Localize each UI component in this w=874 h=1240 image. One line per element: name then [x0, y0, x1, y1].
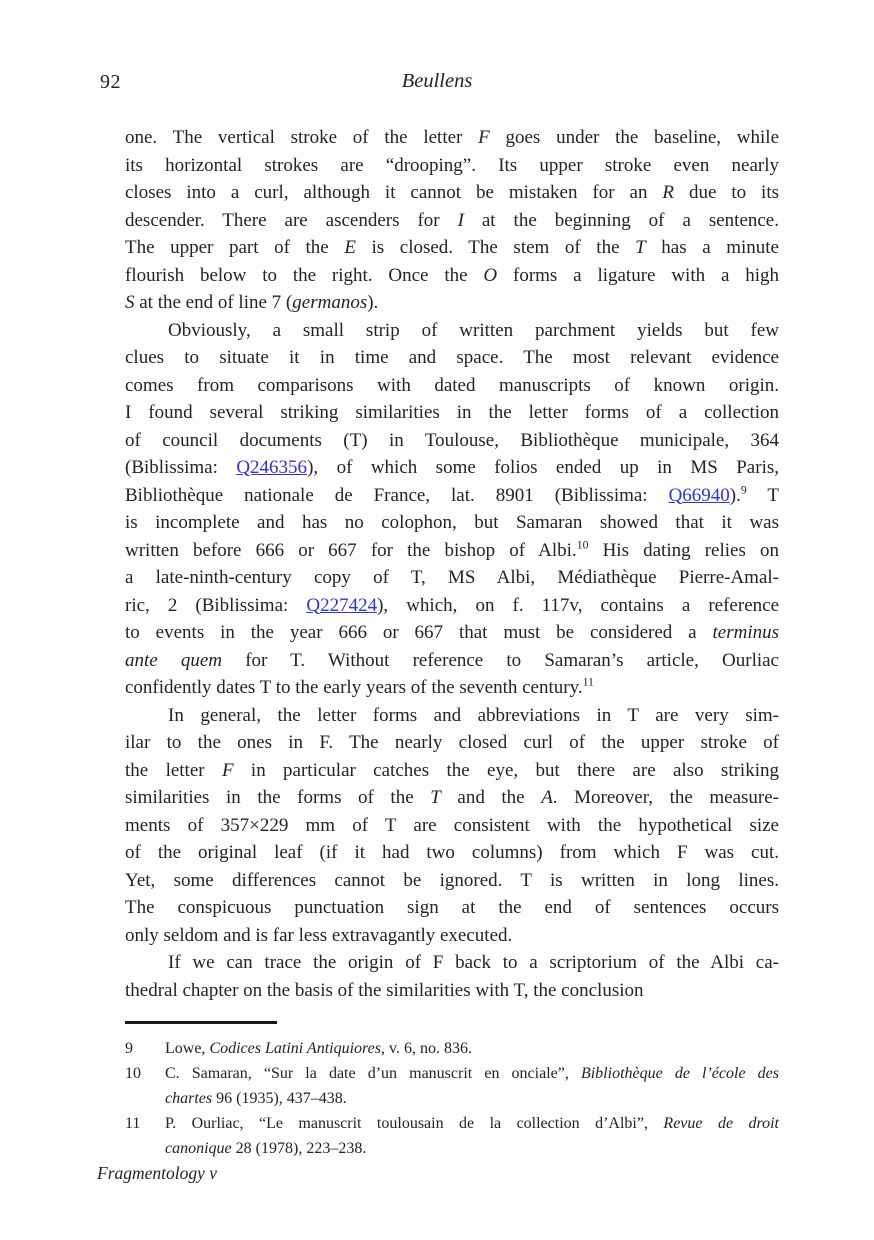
- text-line: [165, 1111, 779, 1136]
- emphasis-run: terminus: [712, 622, 779, 643]
- text-run: due to its: [674, 182, 779, 203]
- text-line: [165, 1086, 779, 1111]
- text-line: [125, 619, 779, 647]
- text-line: [125, 509, 779, 537]
- text-run: to events in the year 666 or 667 that must be considered a: [125, 622, 713, 643]
- text-run: ), which, on f. 117v, contains a reference: [377, 594, 779, 616]
- text-run: ric, 2 (Biblissima:: [125, 594, 307, 616]
- text-run: flourish below to the right. Once the: [125, 264, 484, 286]
- text-line: [125, 262, 779, 290]
- text-run: is closed. The stem of the: [355, 237, 636, 258]
- emphasis-run: O: [483, 264, 498, 286]
- text-run: similarities in the forms of the: [125, 787, 431, 808]
- text-line: [125, 289, 779, 317]
- text-run: Obviously, a small strip of written parchment yields but few: [168, 319, 779, 341]
- text-line: [125, 482, 779, 510]
- emphasis-run: Bibliothèque de l’école des: [580, 1065, 779, 1082]
- text-line: [125, 977, 779, 1005]
- emphasis-run: R: [662, 182, 674, 203]
- text-run: of the original leaf (if it had two columns) from which F was cut.: [125, 842, 779, 863]
- footnote-text: [165, 1036, 779, 1061]
- paragraph: [125, 317, 779, 702]
- footnote-ref: 9: [740, 483, 747, 497]
- text-run: clues to situate it in time and space. The most relevant evidence: [125, 347, 779, 368]
- footnote-text: [165, 1061, 779, 1111]
- footnote-ref: 10: [576, 538, 589, 552]
- text-run: The conspicuous punctuation sign at the end of sentences occurs: [125, 897, 779, 918]
- body-text: [125, 124, 779, 1004]
- text-line: [125, 399, 779, 427]
- text-line: [125, 729, 779, 757]
- text-run: at the beginning of a sentence.: [463, 209, 779, 231]
- text-line: [125, 234, 779, 262]
- paragraph: [125, 702, 779, 950]
- footnote-number: 9: [125, 1040, 133, 1057]
- text-line: [125, 372, 779, 400]
- text-run: In general, the letter forms and abbreviations in T are very sim-: [168, 704, 779, 726]
- text-run: one. The vertical stroke of the letter: [125, 127, 479, 148]
- text-run: C. Samaran, “Sur la date d’un manuscrit en onciale”,: [165, 1065, 581, 1082]
- text-line: [125, 674, 779, 702]
- emphasis-run: germanos: [292, 292, 368, 313]
- text-line: [125, 894, 779, 922]
- text-run: Bibliothèque nationale de France, lat. 8901 (Biblissima:: [125, 484, 669, 506]
- paragraph: [125, 949, 779, 1004]
- emphasis-run: E: [344, 237, 356, 258]
- journal-title: Fragmentology v: [97, 1163, 218, 1183]
- text-run: Yet, some differences cannot be ignored. T is written in long lines.: [125, 869, 779, 891]
- text-run: forms a ligature with a high: [497, 264, 780, 286]
- text-line: [125, 564, 779, 592]
- text-run: goes under the baseline, while: [489, 127, 780, 148]
- page-number: 92: [100, 71, 121, 93]
- text-run: is incomplete and has no colophon, but Samaran showed that it was: [125, 512, 779, 533]
- text-run: His dating relies on: [588, 539, 780, 561]
- text-line: [125, 922, 779, 950]
- text-line: [125, 757, 779, 785]
- text-line: [125, 207, 779, 235]
- text-run: a late-ninth-century copy of T, MS Albi, Médiathèque Pierre-Amal-: [125, 567, 779, 588]
- text-run: The upper part of the: [125, 237, 345, 258]
- text-run: ilar to the ones in F. The nearly closed curl of the upper stroke of: [125, 732, 779, 753]
- emphasis-run: A: [541, 787, 553, 808]
- text-line: [165, 1136, 779, 1161]
- text-run: closes into a curl, although it cannot be mistaken for an: [125, 182, 663, 203]
- emphasis-run: F: [221, 759, 234, 781]
- text-line: [165, 1061, 779, 1086]
- text-line: [125, 124, 779, 152]
- text-run: for T. Without reference to Samaran’s article, Ourliac: [222, 649, 779, 671]
- text-run: P. Ourliac, “Le manuscrit toulousain de la collection d’Albi”,: [165, 1115, 664, 1132]
- text-run: If we can trace the origin of F back to a scriptorium of the Albi ca-: [168, 952, 779, 973]
- paragraph: [125, 124, 779, 317]
- text-run: confidently dates T to the early years of the seventh century.: [125, 677, 583, 698]
- text-line: [125, 867, 779, 895]
- text-line: [125, 427, 779, 455]
- emphasis-run: S: [125, 292, 135, 313]
- emphasis-run: T: [635, 237, 646, 258]
- text-line: [125, 647, 779, 675]
- text-run: and the: [440, 787, 542, 808]
- footnote-number: 10: [125, 1065, 141, 1082]
- text-run: I found several striking similarities in the letter forms of a collection: [125, 402, 779, 423]
- emphasis-run: ante quem: [125, 649, 223, 671]
- text-line: [125, 179, 779, 207]
- footnotes: [125, 1036, 779, 1161]
- emphasis-run: chartes: [165, 1090, 213, 1107]
- text-line: [125, 784, 779, 812]
- emphasis-run: I: [457, 209, 464, 231]
- text-run: written before 666 or 667 for the bishop of Albi.: [125, 539, 577, 561]
- running-title: Beullens: [401, 70, 473, 92]
- footnote-number: 11: [125, 1115, 141, 1132]
- text-line: [125, 317, 779, 345]
- text-run: T: [746, 484, 779, 506]
- text-run: Lowe,: [165, 1040, 210, 1057]
- text-run: ).: [729, 484, 741, 506]
- text-run: 96 (1935), 437–438.: [212, 1090, 347, 1107]
- text-line: [125, 152, 779, 180]
- text-line: [125, 812, 779, 840]
- text-run: in particular catches the eye, but there are also striking: [233, 759, 779, 781]
- text-run: . Moreover, the measure-: [552, 787, 780, 808]
- emphasis-run: F: [478, 127, 490, 148]
- text-line: [125, 454, 779, 482]
- text-run: only seldom and is far less extravagantly executed.: [125, 924, 513, 946]
- text-run: (Biblissima:: [125, 457, 237, 478]
- text-run: at the end of line 7 (: [134, 292, 293, 313]
- emphasis-run: Revue de droit: [663, 1115, 780, 1132]
- text-line: [125, 702, 779, 730]
- text-line: [125, 949, 779, 977]
- text-run: , v. 6, no. 836.: [381, 1040, 472, 1057]
- emphasis-run: Codices Latini Antiquiores: [209, 1040, 381, 1057]
- text-run: ments of 357×229 mm of T are consistent with the hypothetical size: [125, 814, 779, 836]
- text-line: [125, 344, 779, 372]
- text-line: [125, 839, 779, 867]
- emphasis-run: canonique: [165, 1140, 232, 1157]
- text-run: 28 (1978), 223–238.: [231, 1140, 367, 1157]
- biblissima-link[interactable]: Q246356: [236, 457, 308, 478]
- footnote-ref: 11: [582, 675, 594, 689]
- footnote: [125, 1111, 779, 1161]
- text-run: ).: [367, 292, 379, 313]
- text-line: [165, 1036, 779, 1061]
- text-line: [125, 537, 779, 565]
- footnote-text: [165, 1111, 779, 1161]
- text-run: has a minute: [645, 237, 779, 258]
- footnote-separator: [125, 1021, 277, 1024]
- text-run: ), of which some folios ended up in MS Paris,: [307, 457, 779, 478]
- biblissima-link[interactable]: Q227424: [306, 594, 378, 616]
- emphasis-run: T: [430, 787, 441, 808]
- text-run: descender. There are ascenders for: [125, 209, 458, 231]
- text-line: [125, 592, 779, 620]
- text-run: its horizontal strokes are “drooping”. Its upper stroke even nearly: [125, 154, 779, 176]
- footnote: [125, 1061, 779, 1111]
- text-run: thedral chapter on the basis of the similarities with T, the conclusion: [125, 979, 644, 1001]
- biblissima-link[interactable]: Q66940: [668, 484, 730, 506]
- text-run: comes from comparisons with dated manuscripts of known origin.: [125, 374, 779, 396]
- text-run: the letter: [125, 759, 222, 781]
- text-run: of council documents (T) in Toulouse, Bibliothèque municipale, 364: [125, 429, 779, 451]
- footnote: [125, 1036, 779, 1061]
